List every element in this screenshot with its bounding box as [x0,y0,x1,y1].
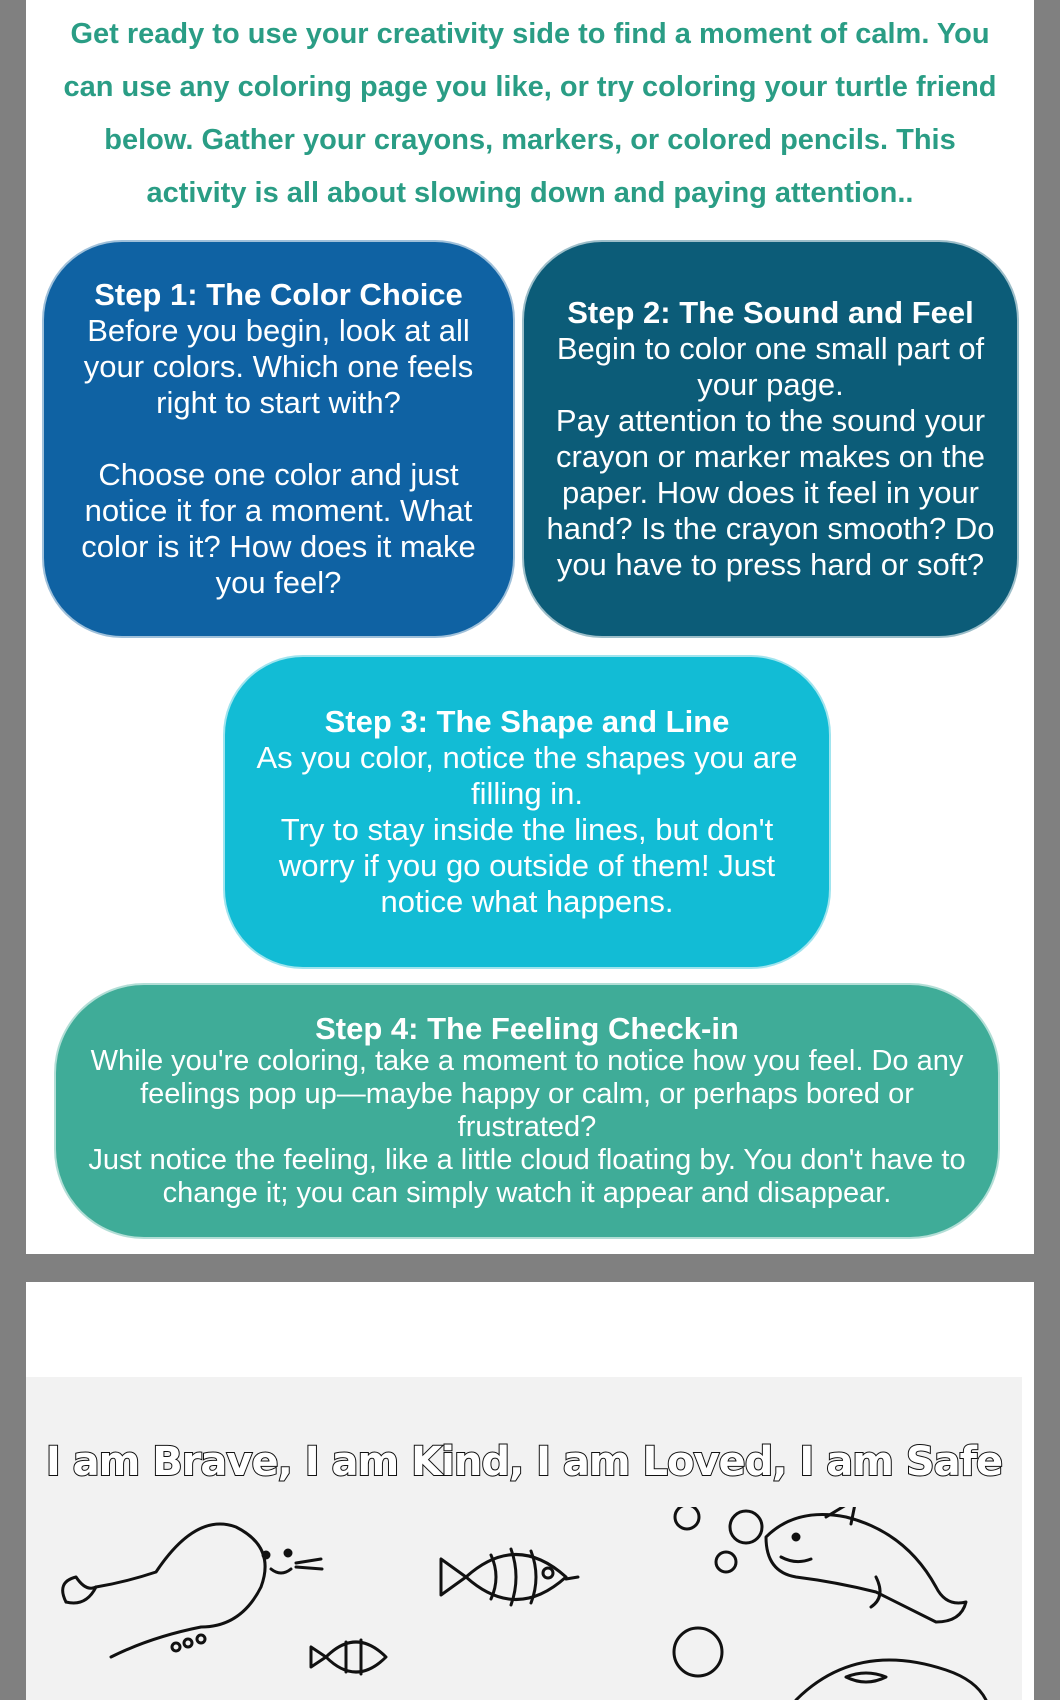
step-4-title: Step 4: The Feeling Check-in [315,1011,739,1046]
step-1-body: Before you begin, look at all your colors. Which one feels right to start with? Choose one color and just notice it for a moment. What color is it? How does it make you feel? [81,313,476,600]
bubble-outline-icon [674,1507,762,1676]
intro-text: Get ready to use your creativity side to find a moment of calm. You can use any coloring page you like, or try coloring your turtle friend below. Gather your crayons, markers, or colored pencils. This activity is all about slowing down and paying attention.. [63,18,997,209]
seal-outline-icon [63,1524,322,1657]
step-1-title: Step 1: The Color Choice [94,277,463,312]
step-4-body: While you're coloring, take a moment to notice how you feel. Do any feelings pop up—maybe happy or calm, or perhaps bored or frustrated? Just notice the feeling, like a little cloud floating by. You don't have to change it; you can simply watch it appear and disappear. [88,1045,966,1209]
step-3-card [223,655,831,969]
step-2-card [522,240,1019,638]
affirmation-heading: I am Brave, I am Kind, I am Loved, I am Safe [45,1439,1003,1485]
step-3-title: Step 3: The Shape and Line [324,704,730,739]
coloring-sheet [26,1377,1022,1700]
turtle-outline-icon [796,1660,986,1700]
dolphin-outline-icon [766,1507,966,1622]
activity-page [26,0,1034,1254]
coloring-illustrations [26,1507,1022,1700]
step-1-card [42,240,515,638]
step-4-card [54,983,1000,1239]
step-3-body: As you color, notice the shapes you are filling in. Try to stay inside the lines, but don't worry if you go outside of them! Just notice what happens. [256,740,798,919]
step-2-title: Step 2: The Sound and Feel [567,295,974,330]
coloring-page [26,1282,1034,1700]
striped-fish-outline-icon [441,1549,578,1605]
fish-outline-icon [311,1640,386,1674]
step-2-body: Begin to color one small part of your page. Pay attention to the sound your crayon or marker makes on the paper. How does it feel in your hand? Is the crayon smooth? Do you have to press hard or soft? [546,331,995,582]
